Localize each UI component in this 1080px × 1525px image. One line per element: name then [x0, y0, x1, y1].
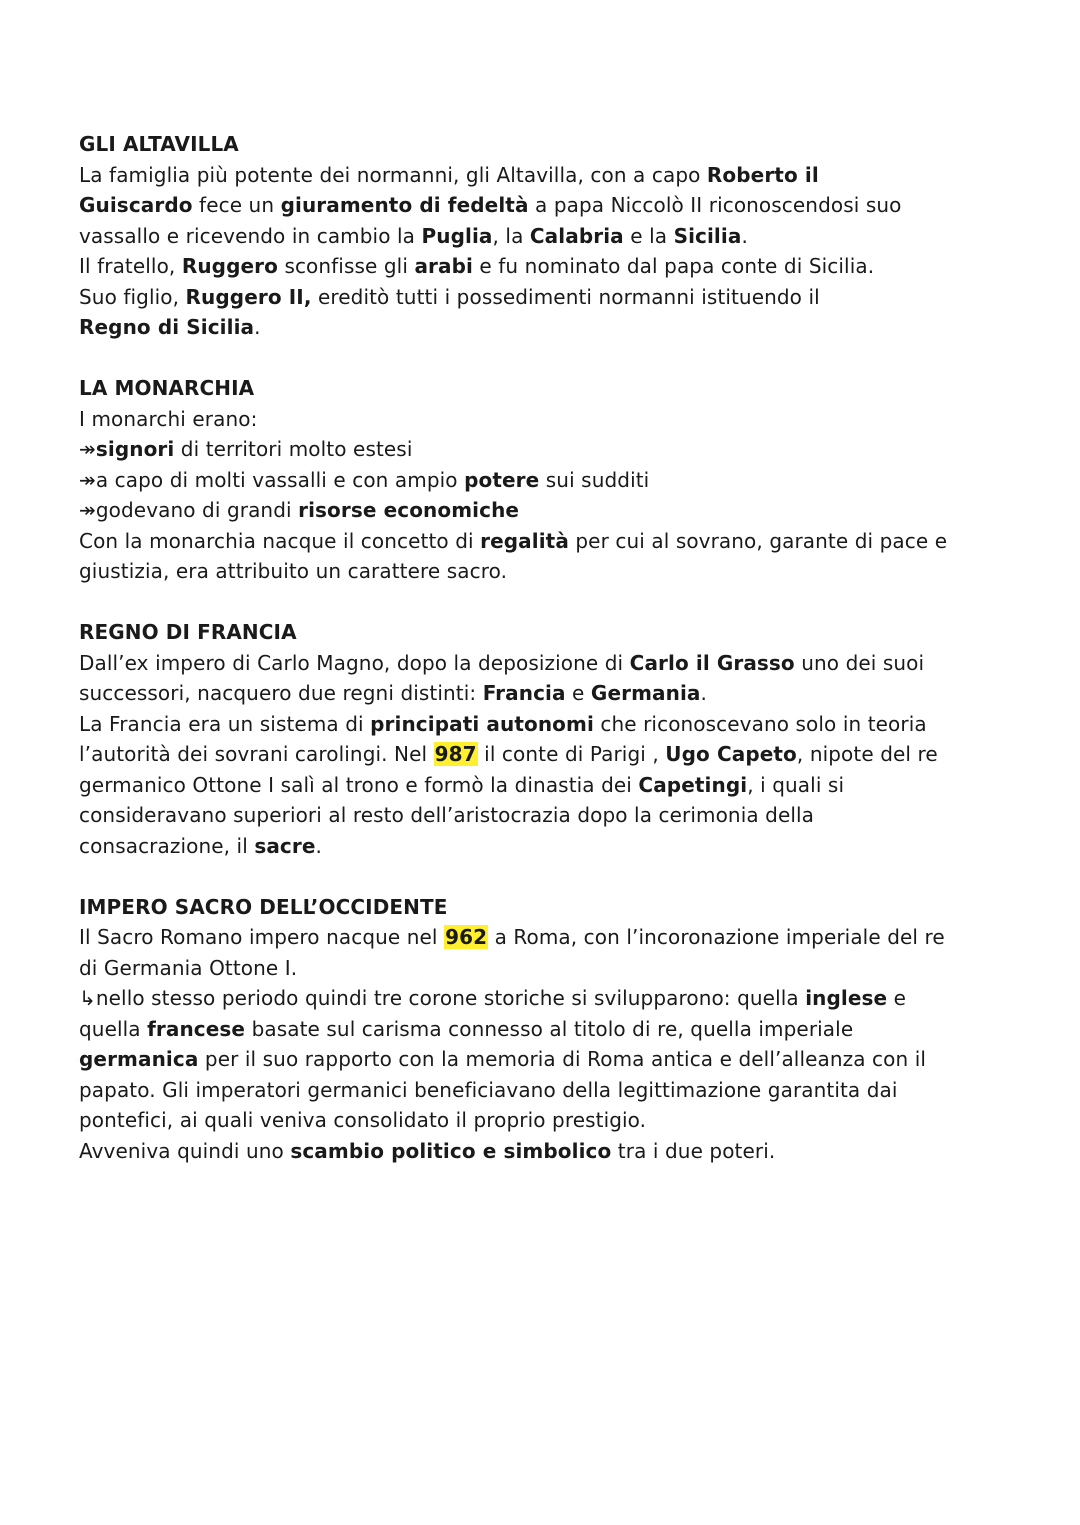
bold-text: Sicilia [673, 223, 742, 248]
bold-text: principati autonomi [370, 711, 594, 736]
text-line [79, 678, 1039, 709]
text-run: di Germania Ottone I. [79, 955, 298, 980]
text-line [79, 770, 1039, 801]
bold-text: Puglia [421, 223, 493, 248]
bold-text: risorse economiche [298, 498, 520, 522]
text-run: e fu nominato dal papa conte di Sicilia. [472, 254, 875, 278]
text-run: a Roma, con l’incoronazione imperiale del re [488, 925, 945, 949]
text-run: Il Sacro Romano impero nacque nel [79, 925, 445, 949]
bold-text: Francia [482, 681, 566, 705]
text-run: Avveniva quindi uno [79, 1138, 291, 1163]
section-body [79, 922, 1039, 1166]
text-run: , la [492, 223, 530, 248]
text-line [79, 160, 1039, 191]
text-line [79, 709, 1039, 740]
bold-text: francese [147, 1016, 246, 1041]
bold-text: arabi [414, 254, 473, 278]
text-run: e [565, 681, 591, 705]
bold-text: Calabria [529, 223, 624, 248]
section-heading: GLI ALTAVILLA [79, 132, 239, 156]
text-run: . [254, 315, 261, 339]
bold-text: Carlo il Grasso [629, 650, 795, 675]
text-run: a papa Niccolò II riconoscendosi suo [528, 193, 902, 217]
bold-text: giuramento di fedeltà [280, 193, 529, 217]
text-run: uno dei suoi [794, 650, 925, 675]
text-line [79, 556, 1039, 587]
text-run: di territori molto estesi [174, 437, 413, 461]
section-impero-sacro [79, 892, 1039, 1167]
text-run: consacrazione, il [79, 833, 255, 858]
text-line [79, 495, 1039, 526]
text-run: ↠ [79, 437, 96, 461]
text-line [79, 434, 1039, 465]
bold-text: Ugo Capeto [665, 742, 797, 766]
bold-text: Ruggero [181, 254, 278, 278]
text-run: sconfisse gli [277, 254, 415, 278]
text-run: per cui al sovrano, garante di pace e [568, 528, 948, 553]
text-run: tra i due poteri. [611, 1138, 776, 1163]
text-run: quella [79, 1016, 148, 1041]
text-line [79, 648, 1039, 679]
text-run: papato. Gli imperatori germanici beneficiavano della legittimazione garantita dai [79, 1077, 898, 1102]
bold-text: regalità [480, 528, 569, 553]
text-run: Il fratello, [79, 254, 182, 278]
text-line [79, 251, 1039, 282]
text-run: La famiglia più potente dei normanni, gli Altavilla, con a capo [79, 162, 707, 187]
bold-text: Roberto il [706, 162, 819, 187]
text-line [79, 983, 1039, 1014]
text-line [79, 282, 1039, 313]
text-run: che riconoscevano solo in teoria [593, 711, 927, 736]
text-run: germanico Ottone I salì al trono e formò la dinastia dei [79, 772, 639, 797]
text-run: fece un [192, 193, 281, 217]
bold-text: Regno di Sicilia [79, 315, 255, 339]
section-regno-di-francia [79, 617, 1039, 861]
text-line [79, 1105, 1039, 1136]
text-run: ↠a capo di molti vassalli e con ampio [79, 467, 465, 492]
text-run: e [887, 986, 907, 1010]
text-run: l’autorità dei sovrani carolingi. Nel [79, 742, 434, 766]
highlighted-date: 962 [445, 925, 488, 949]
text-run: Suo figlio, [79, 284, 186, 309]
section-la-monarchia [79, 373, 1039, 587]
text-run: Con la monarchia nacque il concetto di [79, 528, 481, 553]
section-body [79, 648, 1039, 862]
section-gli-altavilla [79, 129, 1039, 343]
text-run: Dall’ex impero di Carlo Magno, dopo la deposizione di [79, 650, 630, 675]
text-line [79, 1014, 1039, 1045]
text-run: pontefici, ai quali veniva consolidato il proprio prestigio. [79, 1108, 647, 1132]
text-line [79, 526, 1039, 557]
section-body [79, 160, 1039, 343]
text-line [79, 831, 1039, 862]
text-run: ↳nello stesso periodo quindi tre corone storiche si svilupparono: quella [79, 986, 806, 1010]
text-run: e la [623, 223, 674, 248]
bold-text: potere [464, 467, 540, 492]
text-run: ereditò tutti i possedimenti normanni istituendo il [311, 284, 820, 309]
text-line [79, 465, 1039, 496]
text-run: il conte di Parigi , [477, 742, 666, 766]
text-line [79, 800, 1039, 831]
text-run: , i quali si [747, 772, 845, 797]
bold-text: inglese [805, 986, 888, 1010]
text-line [79, 312, 1039, 343]
bold-text: Guiscardo [79, 193, 193, 217]
text-run: vassallo e ricevendo in cambio la [79, 223, 422, 248]
text-line [79, 1136, 1039, 1167]
text-line [79, 922, 1039, 953]
text-line [79, 953, 1039, 984]
bold-text: Germania [590, 681, 701, 705]
section-heading: REGNO DI FRANCIA [79, 620, 297, 644]
section-heading: LA MONARCHIA [79, 376, 255, 400]
text-run: La Francia era un sistema di [79, 711, 371, 736]
document-page [79, 129, 1039, 1197]
text-line [79, 1075, 1039, 1106]
text-run: ↠godevano di grandi [79, 498, 299, 522]
section-heading: IMPERO SACRO DELL’OCCIDENTE [79, 894, 448, 919]
text-line [79, 739, 1039, 770]
text-run: consideravano superiori al resto dell’aristocrazia dopo la cerimonia della [79, 803, 815, 827]
highlighted-date: 987 [434, 742, 477, 766]
text-line [79, 190, 1039, 221]
text-run: sui sudditi [539, 467, 650, 492]
text-run: basate sul carisma connesso al titolo di re, quella imperiale [245, 1016, 854, 1041]
text-run: per il suo rapporto con la memoria di Roma antica e dell’alleanza con il [198, 1047, 927, 1071]
text-run: giustizia, era attribuito un carattere sacro. [79, 559, 508, 583]
bold-text: sacre [254, 833, 316, 858]
text-line [79, 1044, 1039, 1075]
bold-text: germanica [79, 1047, 199, 1071]
text-line [79, 404, 1039, 435]
bold-text: Capetingi [638, 772, 748, 797]
text-run: . [700, 681, 707, 705]
text-run: successori, nacquero due regni distinti: [79, 681, 483, 705]
text-line [79, 221, 1039, 252]
text-run: . [315, 833, 322, 858]
text-run: I monarchi erano: [79, 406, 258, 431]
bold-text: signori [95, 437, 175, 461]
bold-text: scambio politico e simbolico [290, 1138, 612, 1163]
text-run: . [741, 223, 748, 248]
text-run: , nipote del re [796, 742, 938, 766]
section-body [79, 404, 1039, 587]
bold-text: Ruggero II, [185, 284, 312, 309]
